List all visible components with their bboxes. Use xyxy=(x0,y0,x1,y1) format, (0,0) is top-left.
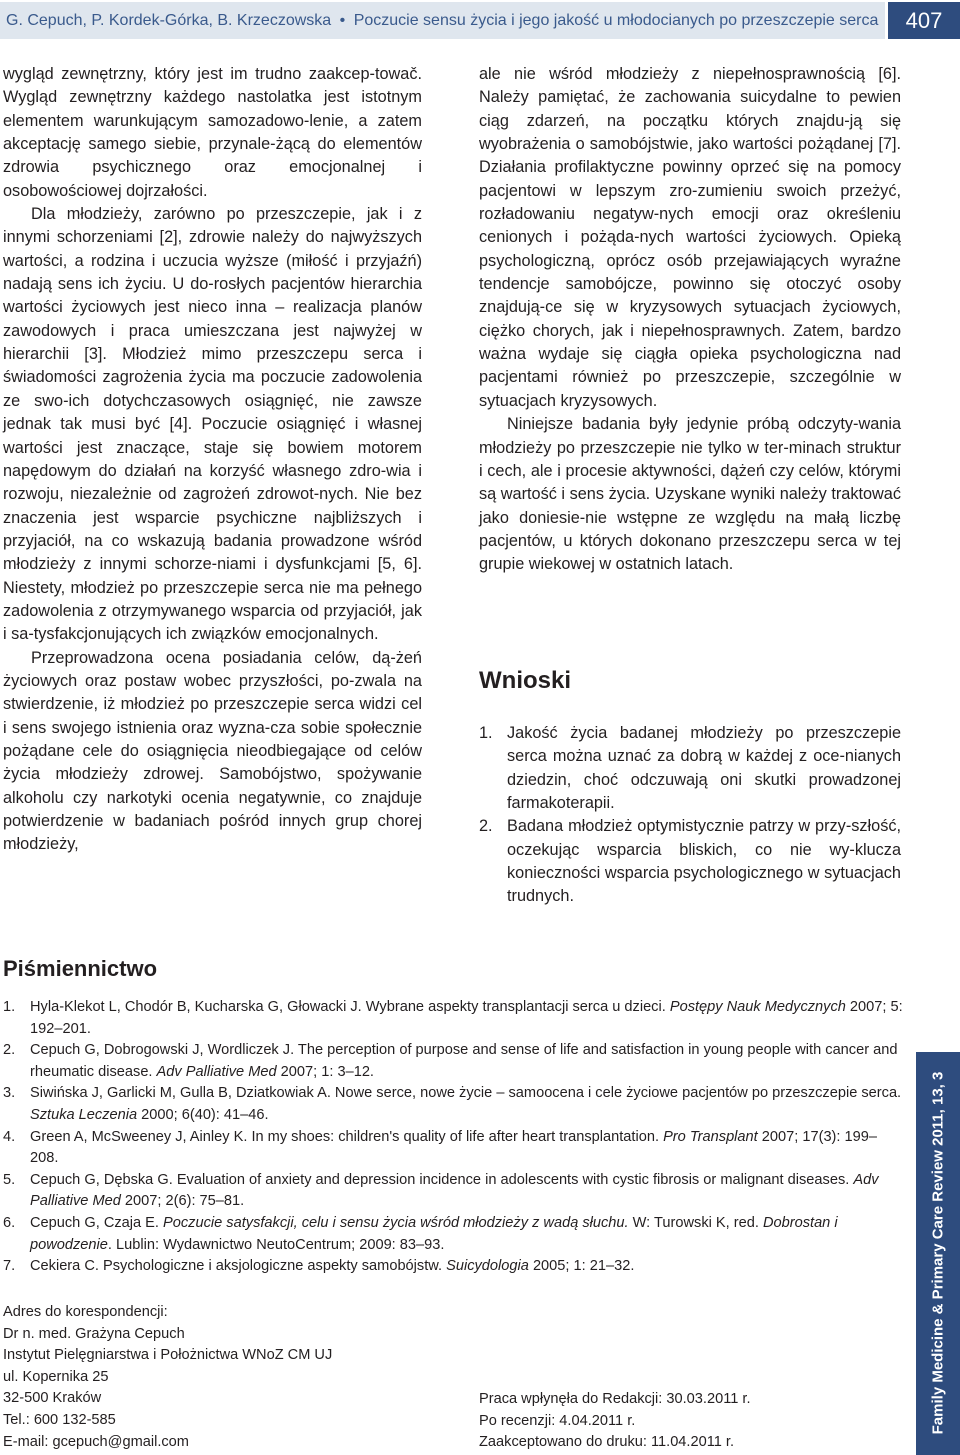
reference-text: Cepuch G, Dębska G. Evaluation of anxiety and depression incidence in adolescents with cystic fibrosis or malignant diseases. xyxy=(30,1171,854,1188)
reference-number: 5. xyxy=(3,1171,16,1188)
references-heading: Piśmiennictwo xyxy=(3,956,158,981)
reference-journal: Suicydologia xyxy=(446,1258,529,1275)
date-reviewed: Po recenzji: 4.04.2011 r. xyxy=(479,1412,636,1429)
reference-details: 2000; 6(40): 41–46. xyxy=(137,1106,269,1123)
reference-details: . Lublin: Wydawnictwo NeutoCentrum; 2009: 83–93. xyxy=(107,1236,445,1253)
reference-journal: Sztuka Leczenia xyxy=(30,1106,138,1123)
reference-journal: Poczucie satysfakcji, celu i sensu życia wśród młodzieży z wadą słuchu. xyxy=(163,1214,629,1231)
right-column xyxy=(479,63,901,577)
reference-details: 2007; 2(6): 75–81. xyxy=(120,1193,245,1210)
right-paragraph-1: ale nie wśród młodzieży z niepełnosprawnością [6]. Należy pamiętać, że zachowania suicydalne to pewien ciąg zdarzeń, na początku których znajdu-ją się wyobrażenia o samobójstwie, jako wartości pożądanej [7]. Działania profilaktyczne powinny oprzeć się na pomocy pacjentowi w lepszym zro-zumieniu swoich przeżyć, rozładowaniu negatyw-nych emocji oraz określeniu cenionych i pożąda-nych wartości życiowych. Opieką psychologiczną, oprócz osób przejawiających wyraźne tendencje samobójcze, powinno się otoczyć osoby znajdują-ce się w kryzysowych sytuacjach życiowych, ciężko chorych, jak i niepełnosprawnych. Zatem, bardzo ważna wydaje się ciągła opieka psychologiczna nad pacjentami również po przeszczepie, szczególnie w sytuacjach kryzysowych. xyxy=(479,65,901,410)
reference-text: Green A, McSweeney J, Ainley K. In my shoes: children's quality of life after heart transplantation. xyxy=(30,1128,664,1145)
date-received: Praca wpłynęła do Redakcji: 30.03.2011 r. xyxy=(479,1391,751,1407)
reference-item xyxy=(3,997,903,1040)
running-header xyxy=(0,2,885,39)
reference-details: 2005; 1: 21–32. xyxy=(528,1258,635,1275)
reference-number: 1. xyxy=(3,999,16,1015)
conclusion-text: Badana młodzież optymistycznie patrzy w przy-szłość, oczekując wsparcia bliskich, co nie wy-klucza konieczności wsparcia psychologicznego w sytuacjach trudnych. xyxy=(507,817,901,906)
page-number: 407 xyxy=(888,2,960,39)
conclusion-number: 2. xyxy=(479,817,493,836)
right-paragraph-2: Niniejsze badania były jedynie próbą odczyty-wania młodzieży po przeszczepie nie tylko w ter-minach struktur i cech, ale i procesie aktywności, dążeń czy celów, którymi są wartość i sens życia. Uzyskane wyniki należy traktować jako doniesie-nie wstępne ze względu na małą liczbę pacjentów, u których dokonano przeszczepu serca w tej grupie wiekowej w ostatnich latach. xyxy=(479,415,901,574)
reference-journal: Adv Palliative Med xyxy=(156,1063,277,1080)
reference-journal: Pro Transplant xyxy=(663,1128,758,1145)
reference-number: 2. xyxy=(3,1042,16,1059)
left-column xyxy=(3,63,422,857)
reference-number: 7. xyxy=(3,1258,16,1275)
reference-text: Cepuch G, Dobrogowski J, Wordliczek J. The perception of purpose and sense of life and satisfaction in young people with cancer and rheumatic disease. xyxy=(30,1042,898,1080)
reference-text: Cepuch G, Czaja E. xyxy=(30,1214,164,1231)
reference-item xyxy=(3,1083,903,1126)
reference-text: Siwińska J, Garlicki M, Gulla B, Dziatkowiak A. Nowe serce, nowe życie – samoocena i cele życiowe pacjentów po przeszczepie serca. xyxy=(30,1085,902,1102)
reference-book-title: Dobrostan i powodzenie xyxy=(30,1214,838,1253)
conclusions-list xyxy=(479,722,901,909)
reference-details: 2007; 5: 192–201. xyxy=(30,999,903,1037)
date-accepted: Zaakceptowano do druku: 11.04.2011 r. xyxy=(479,1434,735,1451)
address-city: 32-500 Kraków xyxy=(3,1390,102,1407)
reference-item xyxy=(3,1170,903,1213)
reference-details: 2007; 17(3): 199–208. xyxy=(30,1128,877,1167)
reference-number: 6. xyxy=(3,1214,16,1231)
reference-item xyxy=(3,1213,903,1256)
submission-dates xyxy=(479,1389,899,1454)
left-paragraph-2: Dla młodzieży, zarówno po przeszczepie, jak i z innymi schorzeniami [2], zdrowie należy do najwyższych wartości, a rodzina i uczucia wyższe (miłość i przyjaźń) nadają sens ich życiu. U do-rosłych pacjentów hierarchia wartości życiowych jest nieco inna – realizacja planów zawodowych i praca umieszczana jest najwyżej w hierarchii [3]. Młodzież mimo przeszczepu serca i świadomości zagrożenia życia ma poczucie zadowolenia ze swo-ich dotychczasowych osiągnięć, nie zawsze jednak tak musi być [4]. Poczucie osiągnięć i własnej wartości jest znaczące, staje się bowiem motorem napędowym do działań na korzyść własnego zdro-wia i rozwoju, niezależnie od zagrożeń zdrowot-nych. Nie bez znaczenia jest wsparcie psychiczne najbliższych i przyjaciół, na co wskazują badania prowadzone wśród młodzieży z innymi schorze-niami i dysfunkcjami [5, 6]. Niestety, młodzież po przeszczepie serca nie ma pełnego zadowolenia z otrzymywanego wsparcia od przyjaciół, jak i sa-tysfakcjonujących ich związków emocjonalnych. xyxy=(3,205,422,644)
journal-side-text: Family Medicine & Primary Care Review 2011, 13, 3 xyxy=(929,1071,947,1435)
running-header-text xyxy=(6,12,878,30)
reference-number: 4. xyxy=(3,1128,16,1145)
address-street: ul. Kopernika 25 xyxy=(3,1368,109,1385)
correspondence-address xyxy=(3,1302,463,1453)
header-title: Poczucie sensu życia i jego jakość u młodocianych po przeszczepie serca xyxy=(353,11,879,29)
reference-details: 2007; 1: 3–12. xyxy=(276,1063,374,1080)
reference-text: Hyla-Klekot L, Chodór B, Kucharska G, Głowacki J. Wybrane aspekty transplantacji serca u dzieci. xyxy=(30,999,670,1015)
reference-journal: Adv Palliative Med xyxy=(30,1171,879,1210)
header-bullet: • xyxy=(339,11,346,29)
reference-journal: Postępy Nauk Medycznych xyxy=(669,999,846,1015)
left-paragraph-1: wygląd zewnętrzny, który jest im trudno zaakcep-towač. Wygląd zewnętrzny każdego nastolatka jest istotnym elementem warunkującym samozadowo-lenie, a zatem akceptację samego siebie, przynale-żącą do elementów zdrowia psychicznego oraz emocjonalnej i osobowościowej dojrzałości. xyxy=(3,65,422,200)
address-phone: Tel.: 600 132-585 xyxy=(3,1411,116,1428)
conclusion-text: Jakość życia badanej młodzieży po przeszczepie serca można uznać za dobrą w każdej z oce-nianych dziedzin, choć odczuwają oni skutki prowadzonej farmakoterapii. xyxy=(507,724,901,813)
journal-side-bar xyxy=(916,1052,960,1455)
conclusions-heading: Wnioski xyxy=(479,667,572,694)
reference-item xyxy=(3,1127,903,1170)
reference-item xyxy=(3,1040,903,1083)
conclusion-number: 1. xyxy=(479,724,493,742)
header-authors: G. Cepuch, P. Kordek-Górka, B. Krzeczowska xyxy=(6,11,332,29)
reference-number: 3. xyxy=(3,1085,16,1102)
left-paragraph-3: Przeprowadzona ocena posiadania celów, dą-żeń życiowych oraz postaw wobec przyszłości, po-zwala na stwierdzenie, iż młodzież po przeszczepie serca widzi cel i sens swojego istnienia oraz wyzna-cza sobie społecznie pożądane cele do osiągnięcia nieodbiegające od celów życia młodzieży zdrowej. Samobójstwo, spożywanie alkoholu czy narkotyki ocenia negatywnie, co znajduje potwierdzenie w badaniach pośród innych grup chorej młodzieży, xyxy=(3,648,422,854)
reference-item xyxy=(3,1256,903,1278)
reference-details: W: Turowski K, red. xyxy=(628,1214,763,1231)
address-email: E-mail: gcepuch@gmail.com xyxy=(3,1433,189,1450)
address-label: Adres do korespondencji: xyxy=(3,1304,168,1320)
conclusion-item xyxy=(479,815,901,908)
reference-text: Cekiera C. Psychologiczne i aksjologiczne aspekty samobójstw. xyxy=(30,1258,447,1275)
address-name: Dr n. med. Grażyna Cepuch xyxy=(3,1325,185,1342)
address-institute: Instytut Pielęgniarstwa i Położnictwa WNoZ CM UJ xyxy=(3,1347,333,1364)
references-list xyxy=(3,997,903,1278)
conclusion-item xyxy=(479,722,901,815)
